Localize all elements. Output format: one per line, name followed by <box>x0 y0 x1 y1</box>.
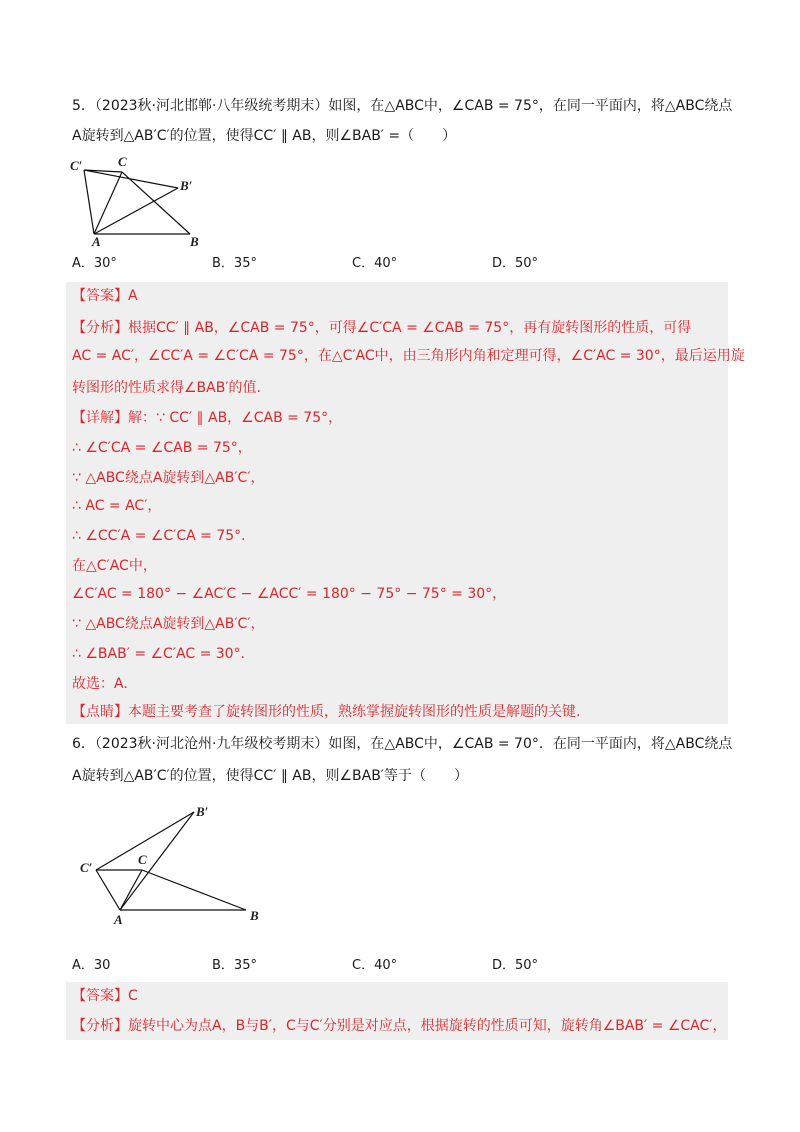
q5-analysis-line-3: 转图形的性质求得∠BAB′的值. <box>72 380 261 396</box>
q5-detail-line-4: ∴ AC = AC′， <box>72 498 162 514</box>
q6-option-c: C．40° <box>352 958 398 973</box>
q6-stem-line-1: 6．（2023秋·河北沧州·九年级校考期末）如图，在△ABC中，∠CAB = 70°．在同一平面内，将△ABC绕点 <box>72 736 733 752</box>
q5-stem-line-1: 5．（2023秋·河北邯郸·八年级统考期末）如图，在△ABC中，∠CAB = 75°，在同一平面内，将△ABC绕点 <box>72 98 733 114</box>
q5-option-b: B．35° <box>212 256 257 271</box>
q5-detail-line-9: ∴ ∠BAB′ = ∠C′AC = 30°． <box>72 646 255 662</box>
q6-option-d: D．50° <box>492 958 539 973</box>
q6-stem-line-2: A旋转到△AB′C′的位置，使得CC′ ∥ AB，则∠BAB′等于（ ） <box>72 768 468 784</box>
q5-detail-line-3: ∵ △ABC绕点A旋转到△AB′C′， <box>72 470 265 486</box>
q5-detail-line-2: ∴ ∠C′CA = ∠CAB = 75°， <box>72 440 252 456</box>
q5-option-c: C．40° <box>352 256 398 271</box>
q5-comment: 【点睛】本题主要考查了旋转图形的性质，熟练掌握旋转图形的性质是解题的关键. <box>72 704 581 720</box>
q6-label-c-prime: C′ <box>80 860 93 875</box>
q6-figure <box>76 798 276 928</box>
q5-label-c-prime: C′ <box>70 158 83 173</box>
q5-option-a: A．30° <box>72 256 117 271</box>
q5-answer: 【答案】A <box>72 288 138 304</box>
q5-label-b-prime: B′ <box>180 178 193 193</box>
q5-figure <box>66 150 216 246</box>
q6-label-b: B <box>250 908 259 923</box>
q6-label-c: C <box>138 852 147 867</box>
q5-label-b: B <box>190 234 199 246</box>
q5-detail-line-8: ∵ △ABC绕点A旋转到△AB′C′， <box>72 616 265 632</box>
q6-answer: 【答案】C <box>72 988 138 1004</box>
q5-detail-line-10: 故选：A. <box>72 676 128 692</box>
q5-option-d: D．50° <box>492 256 539 271</box>
q6-option-b: B．35° <box>212 958 257 973</box>
q5-label-c: C <box>118 154 127 169</box>
q5-analysis-line-2: AC = AC′，∠CC′A = ∠C′CA = 75°，在△C′AC中，由三角形内角和定理可得，∠C′AC = 30°，最后运用旋 <box>72 348 745 364</box>
q6-label-b-prime: B′ <box>196 804 209 819</box>
q5-stem-line-2: A旋转到△AB′C′的位置，使得CC′ ∥ AB，则∠BAB′ =（ ） <box>72 128 457 144</box>
q5-analysis-line-1: 【分析】根据CC′ ∥ AB，∠CAB = 75°，可得∠C′CA = ∠CAB = 75°，再有旋转图形的性质，可得 <box>72 320 692 336</box>
q5-detail-line-1: 【详解】解：∵ CC′ ∥ AB，∠CAB = 75°， <box>72 410 343 426</box>
q5-detail-line-7: ∠C′AC = 180° − ∠AC′C − ∠ACC′ = 180° − 75° − 75° = 30°， <box>72 586 507 602</box>
q5-detail-line-5: ∴ ∠CC′A = ∠C′CA = 75°． <box>72 528 256 544</box>
q5-label-a: A <box>92 234 101 246</box>
q6-label-a: A <box>114 912 123 927</box>
q5-detail-line-6: 在△C′AC中， <box>72 558 157 574</box>
q6-analysis: 【分析】旋转中心为点A，B与B′，C与C′分别是对应点，根据旋转的性质可知，旋转角∠BAB′ = ∠CAC′， <box>72 1018 727 1034</box>
q6-option-a: A．30 <box>72 958 111 973</box>
